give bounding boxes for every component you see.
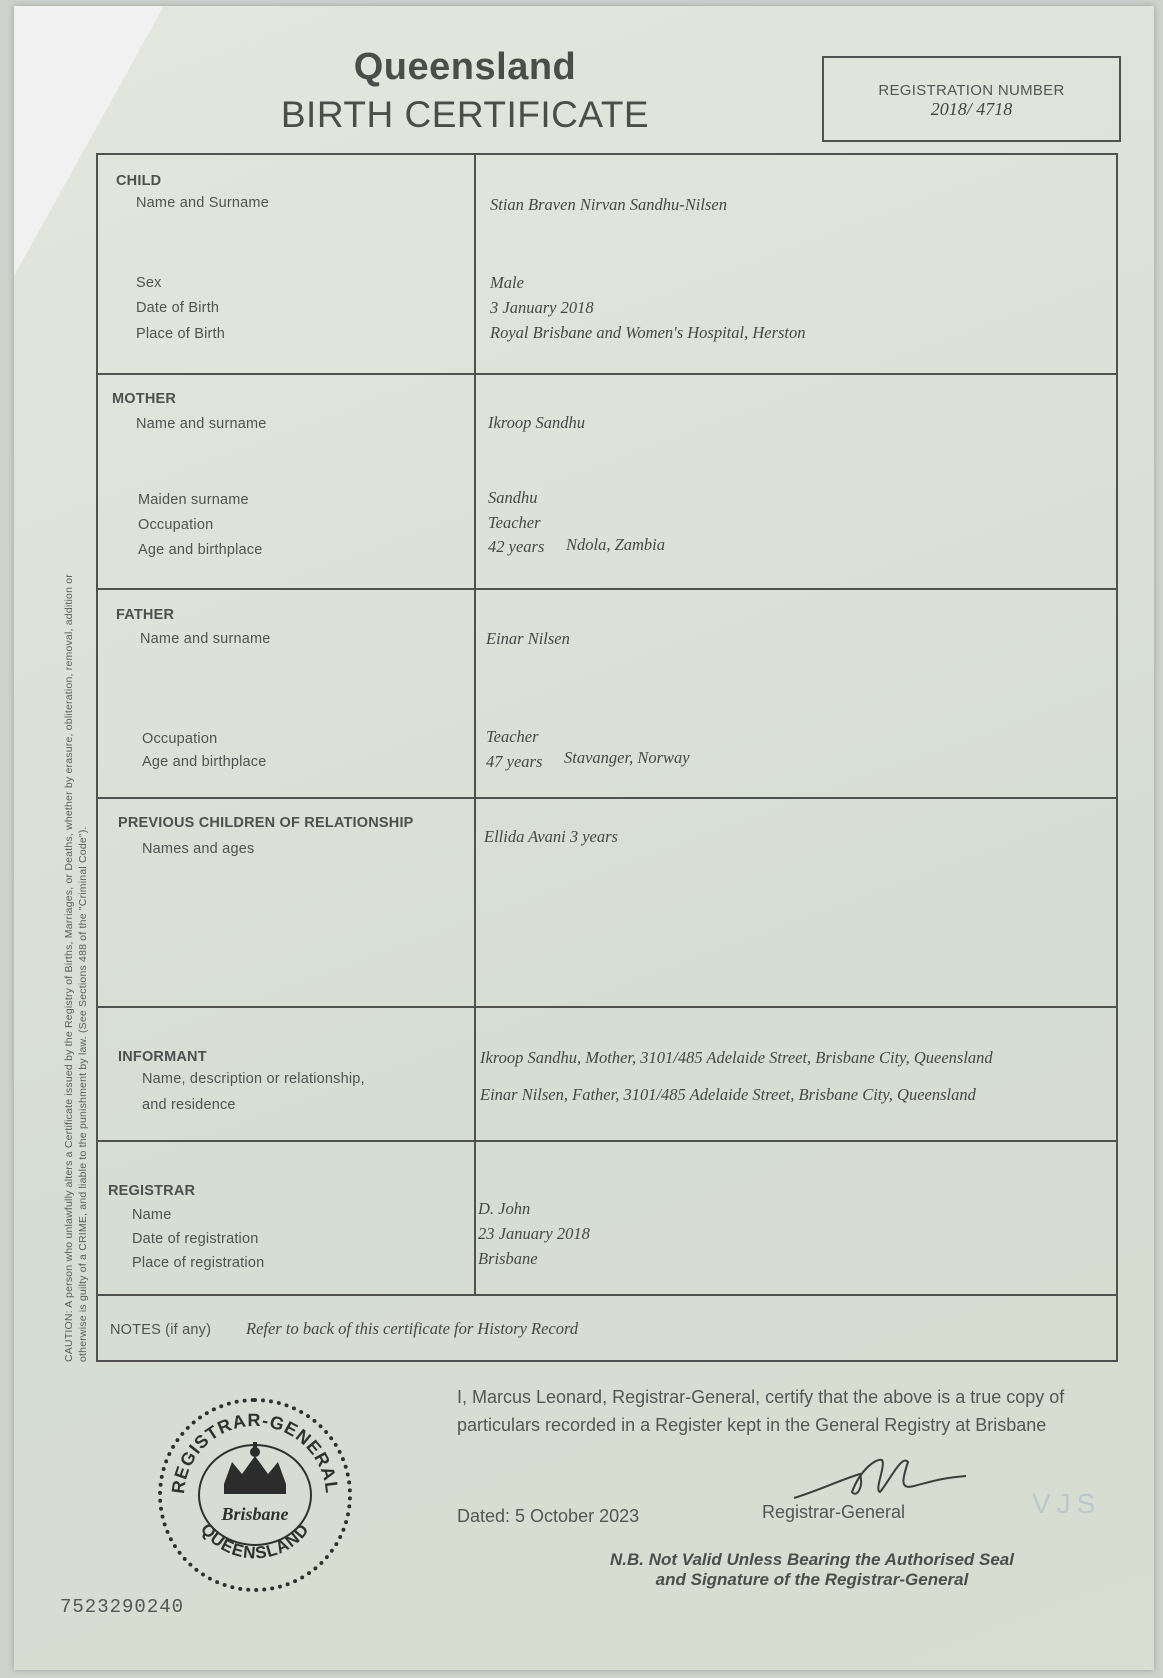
father-heading: FATHER bbox=[116, 607, 175, 623]
mother-name-label: Name and surname bbox=[136, 416, 267, 432]
informant-label-2: and residence bbox=[142, 1097, 236, 1113]
row-divider bbox=[98, 1006, 1116, 1008]
row-divider bbox=[98, 588, 1116, 590]
row-divider bbox=[98, 797, 1116, 799]
svg-text:QUEENSLAND bbox=[197, 1520, 313, 1563]
registrar-signature bbox=[790, 1440, 980, 1510]
previous-children-value: Ellida Avani 3 years bbox=[484, 827, 618, 846]
child-heading: CHILD bbox=[116, 173, 162, 189]
informant-line-2: Einar Nilsen, Father, 3101/485 Adelaide Street, Brisbane City, Queensland bbox=[480, 1085, 976, 1104]
mother-occupation-label: Occupation bbox=[138, 517, 214, 533]
child-dob-label: Date of Birth bbox=[136, 300, 220, 316]
caution-line-2: otherwise is guilty of a CRIME, and liable to the punishment by law. (See Sections 488 of the "Criminal Code"). bbox=[77, 826, 89, 1362]
father-occupation: Teacher bbox=[486, 727, 539, 746]
notes-value: Refer to back of this certificate for History Record bbox=[246, 1319, 579, 1338]
column-divider bbox=[474, 155, 476, 1294]
registrar-general-title: Registrar-General bbox=[762, 1502, 906, 1522]
seal-graphic bbox=[162, 1402, 348, 1588]
certificate-serial-number: 7523290240 bbox=[60, 1596, 185, 1618]
mother-birthplace: Ndola, Zambia bbox=[566, 535, 666, 554]
validity-note-line-2: and Signature of the Registrar-General bbox=[655, 1570, 969, 1589]
child-sex: Male bbox=[490, 273, 524, 292]
father-name: Einar Nilsen bbox=[486, 629, 570, 648]
child-dob: 3 January 2018 bbox=[490, 298, 594, 317]
state-title: Queensland bbox=[353, 46, 577, 88]
seal-bottom-text: QUEENSLAND bbox=[196, 1519, 314, 1563]
informant-label-1: Name, description or relationship, bbox=[142, 1071, 365, 1087]
registrar-name-label: Name bbox=[132, 1207, 172, 1223]
mother-heading: MOTHER bbox=[112, 391, 177, 407]
child-pob-label: Place of Birth bbox=[136, 326, 226, 342]
registration-label: REGISTRATION NUMBER bbox=[878, 82, 1065, 99]
seal-top-text: REGISTRAR-GENERAL bbox=[167, 1409, 343, 1495]
child-name-label: Name and Surname bbox=[136, 195, 269, 211]
previous-children-heading: PREVIOUS CHILDREN OF RELATIONSHIP bbox=[118, 815, 414, 831]
child-sex-label: Sex bbox=[136, 275, 162, 291]
mother-age: 42 years bbox=[488, 537, 545, 556]
document-title: BIRTH CERTIFICATE bbox=[280, 94, 650, 135]
registration-date-label: Date of registration bbox=[132, 1231, 259, 1247]
mother-occupation: Teacher bbox=[488, 513, 541, 532]
mother-maiden: Sandhu bbox=[488, 488, 538, 507]
validity-note-line-1: N.B. Not Valid Unless Bearing the Authorised Seal bbox=[610, 1550, 1014, 1569]
child-pob: Royal Brisbane and Women's Hospital, Herston bbox=[490, 323, 806, 342]
row-divider bbox=[98, 1294, 1116, 1296]
registration-date: 23 January 2018 bbox=[478, 1224, 590, 1243]
registration-number: 2018/ 4718 bbox=[930, 99, 1013, 119]
father-age: 47 years bbox=[486, 752, 543, 771]
registrar-heading: REGISTRAR bbox=[108, 1183, 196, 1199]
office-mark: VJS bbox=[1032, 1488, 1102, 1519]
registration-box bbox=[822, 56, 1121, 142]
certification-statement: I, Marcus Leonard, Registrar-General, certify that the above is a true copy of particulars recorded in a Register kept in the General Registry at Brisbane bbox=[457, 1387, 1065, 1435]
caution-notice bbox=[62, 296, 90, 1362]
father-occupation-label: Occupation bbox=[142, 731, 218, 747]
child-name: Stian Braven Nirvan Sandhu-Nilsen bbox=[490, 195, 727, 214]
row-divider bbox=[98, 1140, 1116, 1142]
mother-maiden-label: Maiden surname bbox=[138, 492, 249, 508]
registration-place: Brisbane bbox=[478, 1249, 538, 1268]
informant-heading: INFORMANT bbox=[118, 1049, 207, 1065]
mother-age-label: Age and birthplace bbox=[138, 542, 263, 558]
registration-place-label: Place of registration bbox=[132, 1255, 265, 1271]
validity-note bbox=[572, 1550, 1052, 1590]
mother-name: Ikroop Sandhu bbox=[488, 413, 586, 432]
informant-line-1: Ikroop Sandhu, Mother, 3101/485 Adelaide Street, Brisbane City, Queensland bbox=[480, 1048, 993, 1067]
notes-label: NOTES (if any) bbox=[110, 1322, 212, 1338]
seal-center-text: Brisbane bbox=[221, 1504, 289, 1524]
date-issued: Dated: 5 October 2023 bbox=[457, 1506, 640, 1526]
registrar-general-seal bbox=[158, 1398, 352, 1592]
father-name-label: Name and surname bbox=[140, 631, 271, 647]
father-birthplace: Stavanger, Norway bbox=[564, 748, 690, 767]
father-age-label: Age and birthplace bbox=[142, 754, 267, 770]
particulars-table bbox=[96, 153, 1118, 1362]
caution-line-1: CAUTION: A person who unlawfully alters a Certificate issued by the Registry of Births, Marriages, or Deaths, whether by erasure, obliteration, removal, addition or bbox=[63, 574, 75, 1362]
previous-children-label: Names and ages bbox=[142, 841, 255, 857]
registrar-name: D. John bbox=[478, 1199, 531, 1218]
row-divider bbox=[98, 373, 1116, 375]
